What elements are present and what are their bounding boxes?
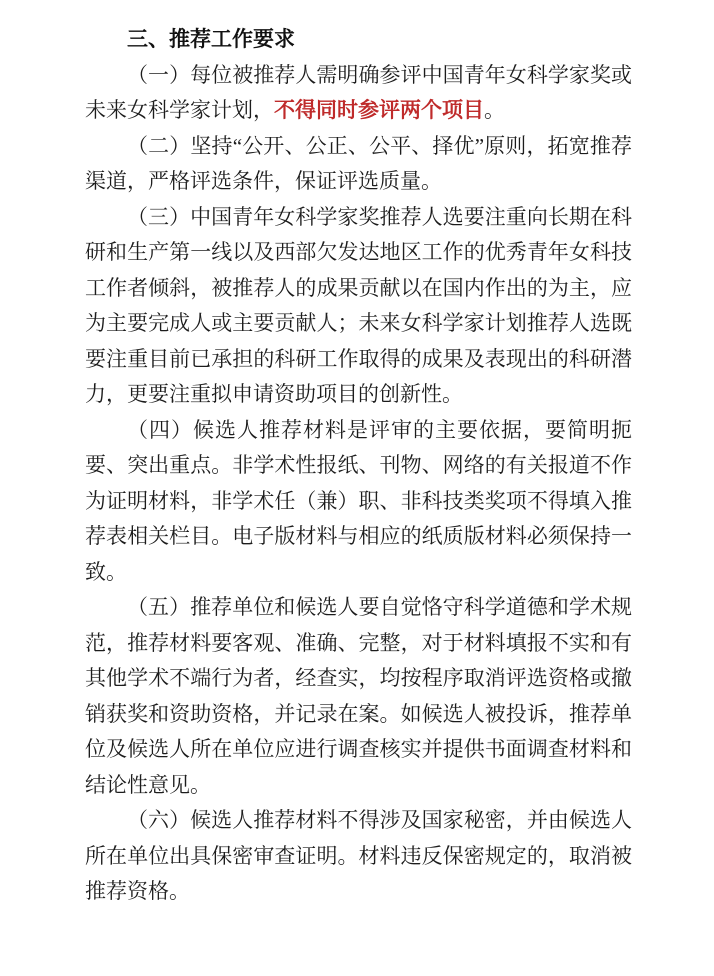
paragraph-1-period: 。: [484, 98, 505, 122]
paragraph-3: （三）中国青年女科学家奖推荐人选要注重向长期在科研和生产第一线以及西部欠发达地区工作的优秀青年女科技工作者倾斜，被推荐人的成果贡献以在国内作出的为主，应为主要完成人或主要贡献人；未来女科学家计划推荐人选既要注重目前已承担的科研工作取得的成果及表现出的科研潜力，更要注重拟申请资助项目的创新性。: [85, 204, 632, 406]
paragraph-2: （二）坚持“公开、公正、公平、择优”原则，拓宽推荐渠道，严格评选条件，保证评选质量。: [85, 133, 632, 193]
paragraph-5: （五）推荐单位和候选人要自觉恪守科学道德和学术规范，推荐材料要客观、准确、完整，对于材料填报不实和有其他学术不端行为者，经查实，均按程序取消评选资格或撤销获奖和资助资格，并记录在案。如候选人被投诉，推荐单位及候选人所在单位应进行调查核实并提供书面调查材料和结论性意见。: [85, 595, 632, 797]
section-heading: 三、推荐工作要求: [127, 28, 295, 51]
paragraph-1-red-emphasis: 不得同时参评两个项目: [274, 98, 484, 122]
paragraph-6: （六）候选人推荐材料不得涉及国家秘密，并由候选人所在单位出具保密审查证明。材料违反保密规定的，取消被推荐资格。: [85, 808, 632, 903]
paragraph-1: [85, 58, 632, 129]
paragraph-1-text: （一）每位被推荐人需明确参评中国青年女科学家奖或未来女科学家计划，: [85, 62, 632, 122]
paragraph-4: （四）候选人推荐材料是评审的主要依据，要简明扼要、突出重点。非学术性报纸、刊物、网络的有关报道不作为证明材料，非学术任（兼）职、非科技类奖项不得填入推荐表相关栏目。电子版材料与相应的纸质版材料必须保持一致。: [85, 417, 632, 584]
